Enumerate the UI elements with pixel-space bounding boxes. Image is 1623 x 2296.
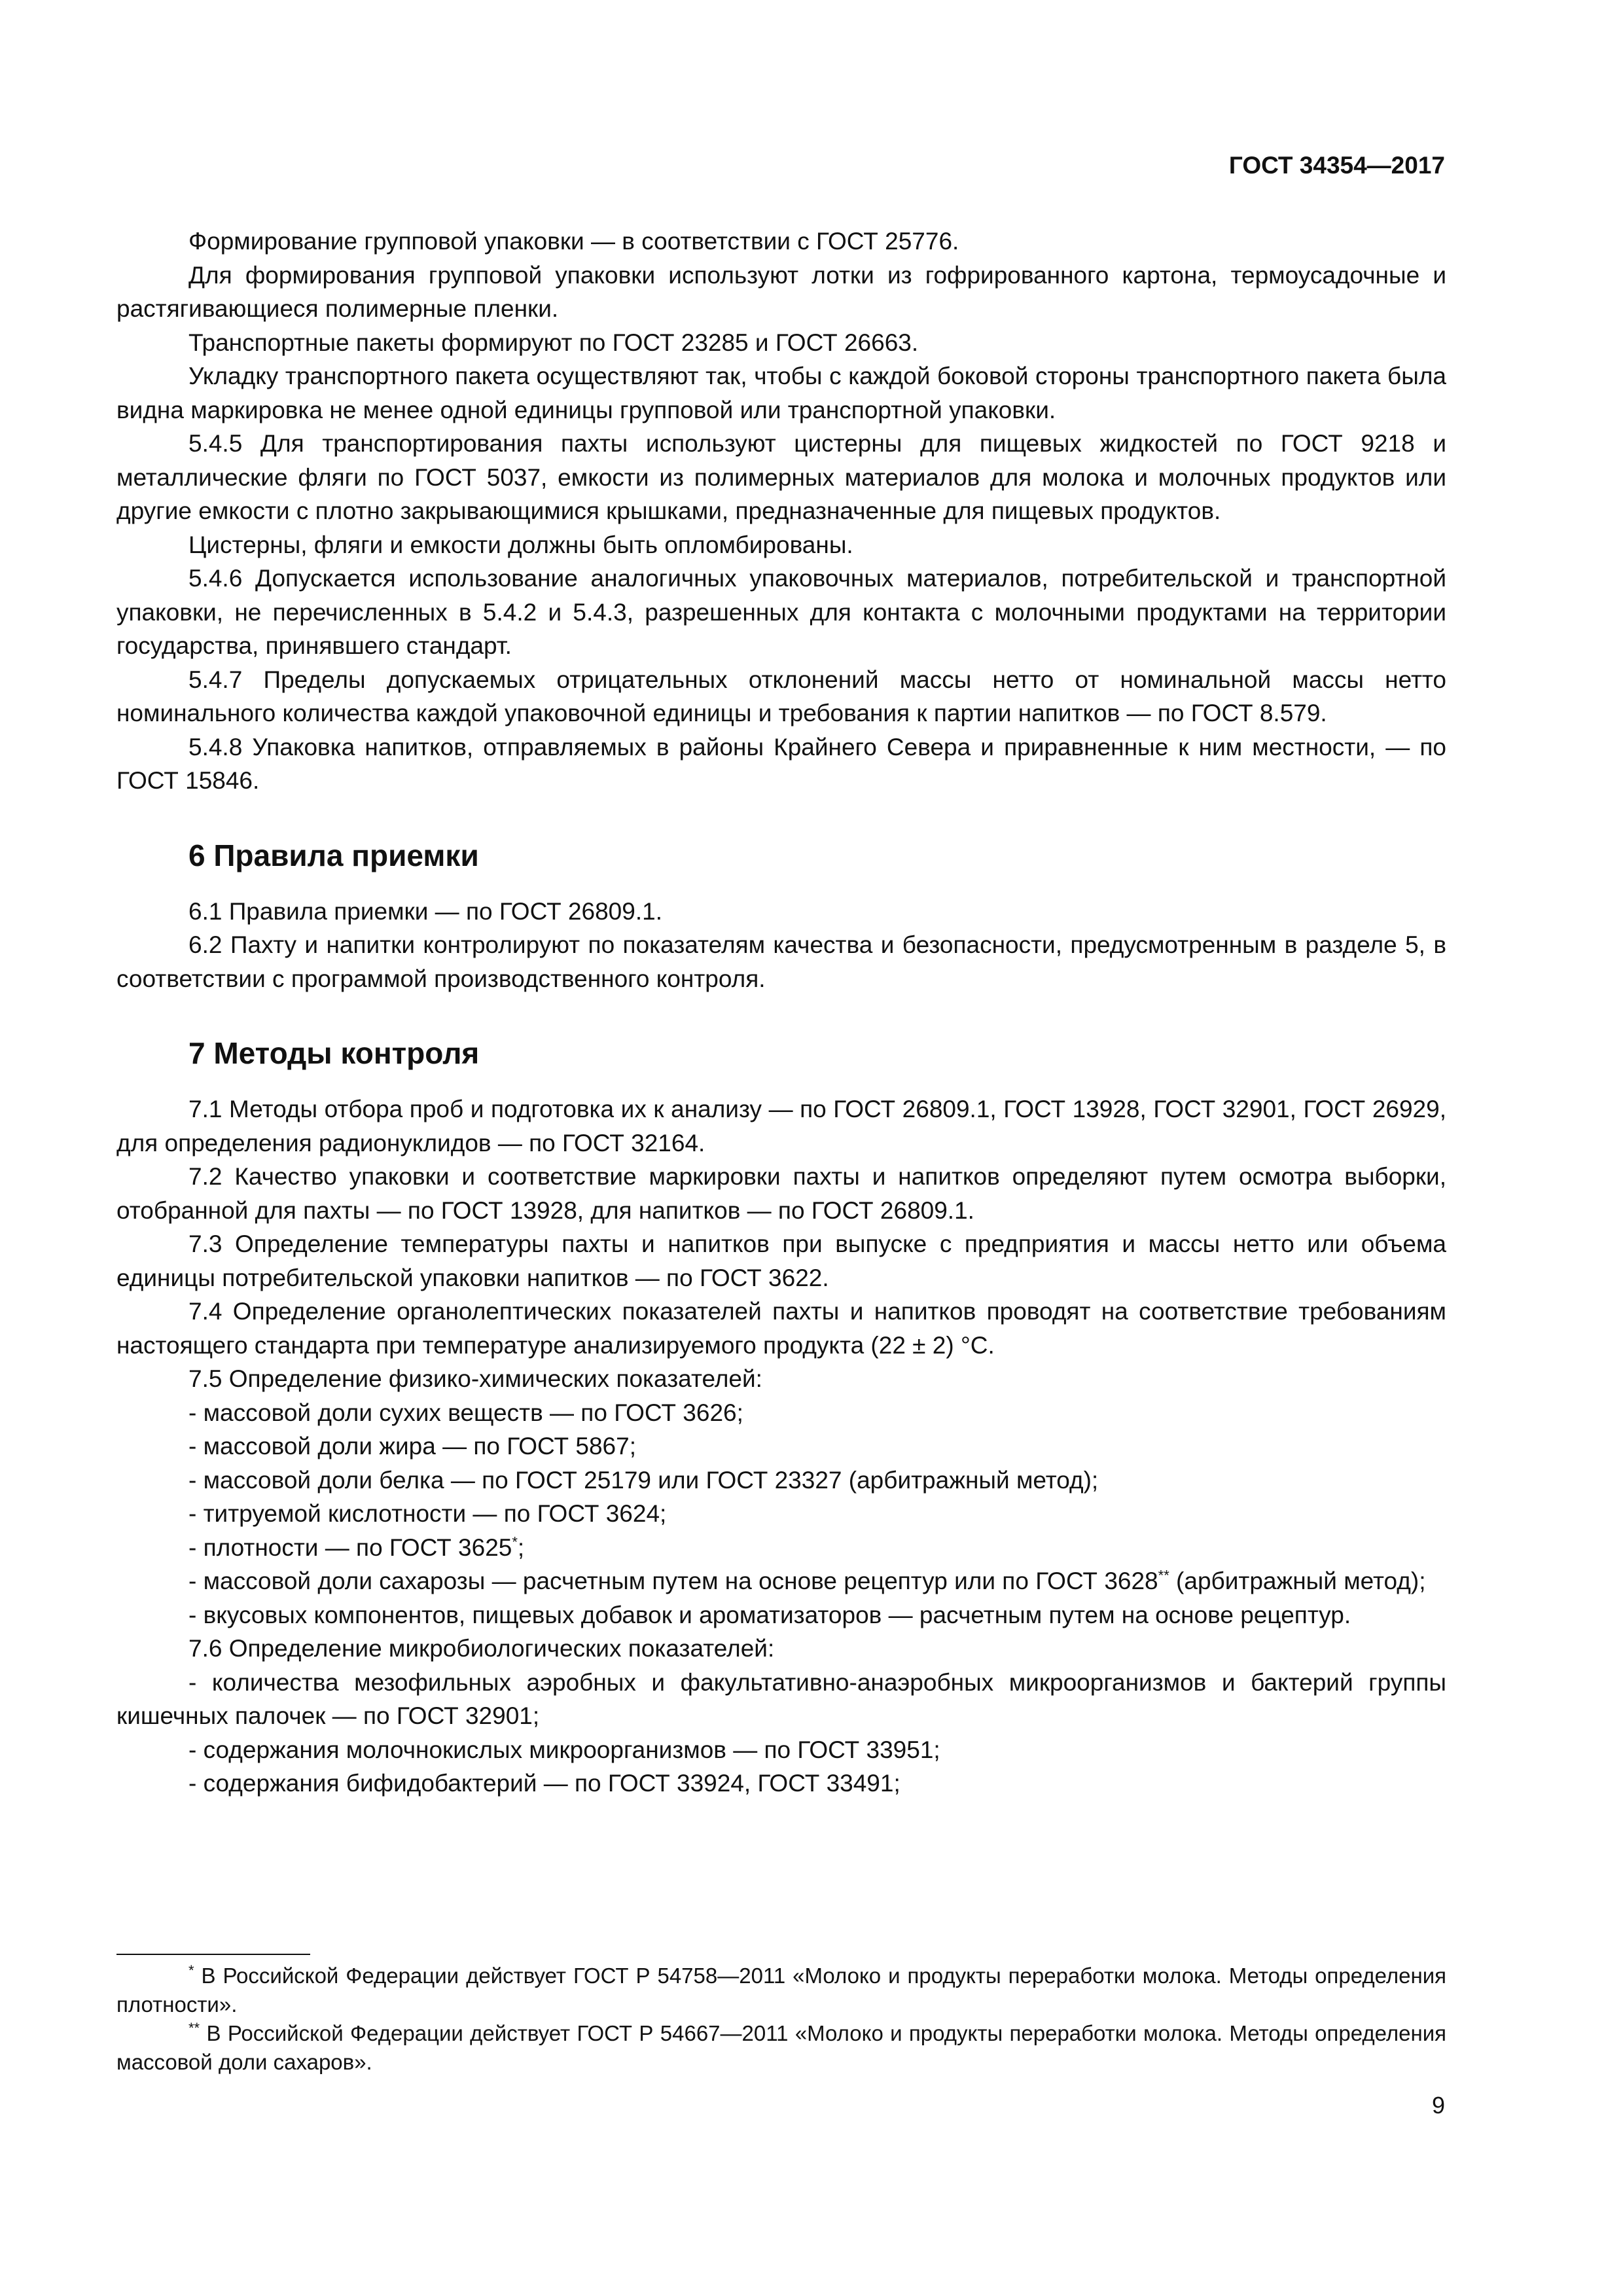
paragraph: 7.4 Определение органолептических показателей пахты и напитков проводят на соответствие требованиям настоящего стандарта при температуре анализируемого продукта (22 ± 2) °С. [116,1298,1446,1359]
list-item-text: - массовой доли сахарозы — расчетным путем на основе рецептур или по ГОСТ 3628 [188,1568,1158,1594]
footnote-mark: ** [188,2020,200,2036]
footnote-ref[interactable]: * [512,1534,518,1551]
list-item: - содержания бифидобактерий — по ГОСТ 33924, ГОСТ 33491; [188,1770,901,1797]
paragraph: 7.5 Определение физико-химических показателей: [188,1365,762,1392]
list-item: - количества мезофильных аэробных и факультативно-анаэробных микроорганизмов и бактерий группы кишечных палочек — по ГОСТ 32901; [116,1668,1446,1729]
paragraph: Укладку транспортного пакета осуществляют так, чтобы с каждой боковой стороны транспортного пакета была видна маркировка не менее одной единицы групповой или транспортной упаковки. [116,363,1446,423]
section-7-heading: 7 Методы контроля [188,1036,480,1070]
paragraph: 7.3 Определение температуры пахты и напитков при выпуске с предприятия и массы нетто или объема единицы потребительской упаковки напитков — по ГОСТ 3622. [116,1230,1446,1291]
section-6-heading: 6 Правила приемки [188,838,479,872]
footnote-text: В Российской Федерации действует ГОСТ Р 54758—2011 «Молоко и продукты переработки молока. Методы определения плотности». [116,1964,1446,2017]
paragraph: Формирование групповой упаковки — в соответствии с ГОСТ 25776. [188,228,959,255]
list-item: - титруемой кислотности — по ГОСТ 3624; [188,1500,667,1527]
footnote-mark: * [188,1962,194,1979]
footnote-divider [116,1954,310,1955]
list-item: - вкусовых компонентов, пищевых добавок и ароматизаторов — расчетным путем на основе рецептур. [188,1601,1351,1628]
list-item: - массовой доли белка — по ГОСТ 25179 или ГОСТ 23327 (арбитражный метод); [188,1466,1099,1494]
paragraph: 6.1 Правила приемки — по ГОСТ 26809.1. [188,897,662,925]
list-item-text: - плотности — по ГОСТ 3625 [188,1534,512,1561]
list-item-tail: ; [517,1534,525,1561]
paragraph: 5.4.6 Допускается использование аналогичных упаковочных материалов, потребительской и транспортной упаковки, не перечисленных в 5.4.2 и 5.4.3, разрешенных для контакта с молочными продуктами на территории государства, принявшего стандарт. [116,565,1446,659]
main-content [116,224,1446,1801]
paragraph: Для формирования групповой упаковки используют лотки из гофрированного картона, термоусадочные и растягивающиеся полимерные пленки. [116,261,1446,322]
list-item: - массовой доли жира — по ГОСТ 5867; [188,1433,636,1460]
list-item [116,1564,1446,1598]
paragraph: 7.1 Методы отбора проб и подготовка их к анализу — по ГОСТ 26809.1, ГОСТ 13928, ГОСТ 32901, ГОСТ 26929, для определения радионуклидов — по ГОСТ 32164. [116,1096,1446,1157]
list-item: - массовой доли сухих веществ — по ГОСТ 3626; [188,1399,743,1426]
page-number: 9 [1431,2092,1445,2119]
footnote [116,1962,1446,2019]
footnote-text: В Российской Федерации действует ГОСТ Р 54667—2011 «Молоко и продукты переработки молока. Методы определения массовой доли сахаров». [116,2021,1446,2074]
paragraph: 6.2 Пахту и напитки контролируют по показателям качества и безопасности, предусмотренным в разделе 5, в соответствии с программой производственного контроля. [116,931,1446,992]
list-item: - содержания молочнокислых микроорганизмов — по ГОСТ 33951; [188,1736,940,1763]
list-item-tail: (арбитражный метод); [1169,1568,1426,1594]
footnote-ref[interactable]: ** [1158,1567,1169,1584]
paragraph: Цистерны, фляги и емкости должны быть опломбированы. [188,531,853,558]
paragraph: 7.6 Определение микробиологических показателей: [188,1635,775,1662]
paragraph: 5.4.5 Для транспортирования пахты используют цистерны для пищевых жидкостей по ГОСТ 9218 и металлические фляги по ГОСТ 5037, емкости из полимерных материалов для молока и молочных продуктов или другие емкости с плотно закрывающимися крышками, предназначенные для пищевых продуктов. [116,430,1446,524]
paragraph: 5.4.8 Упаковка напитков, отправляемых в районы Крайнего Севера и приравненные к ним местности, — по ГОСТ 15846. [116,733,1446,794]
footnotes [116,1954,1446,2077]
paragraph: Транспортные пакеты формируют по ГОСТ 23285 и ГОСТ 26663. [188,329,919,356]
paragraph: 5.4.7 Пределы допускаемых отрицательных отклонений массы нетто от номинальной массы нетто номинального количества каждой упаковочной единицы и требования к партии напитков — по ГОСТ 8.579. [116,666,1446,726]
footnote [116,2019,1446,2077]
paragraph: 7.2 Качество упаковки и соответствие маркировки пахты и напитков определяют путем осмотра выборки, отобранной для пахты — по ГОСТ 13928, для напитков — по ГОСТ 26809.1. [116,1163,1446,1224]
document-header: ГОСТ 34354—2017 [1228,152,1445,179]
list-item [116,1531,1446,1565]
